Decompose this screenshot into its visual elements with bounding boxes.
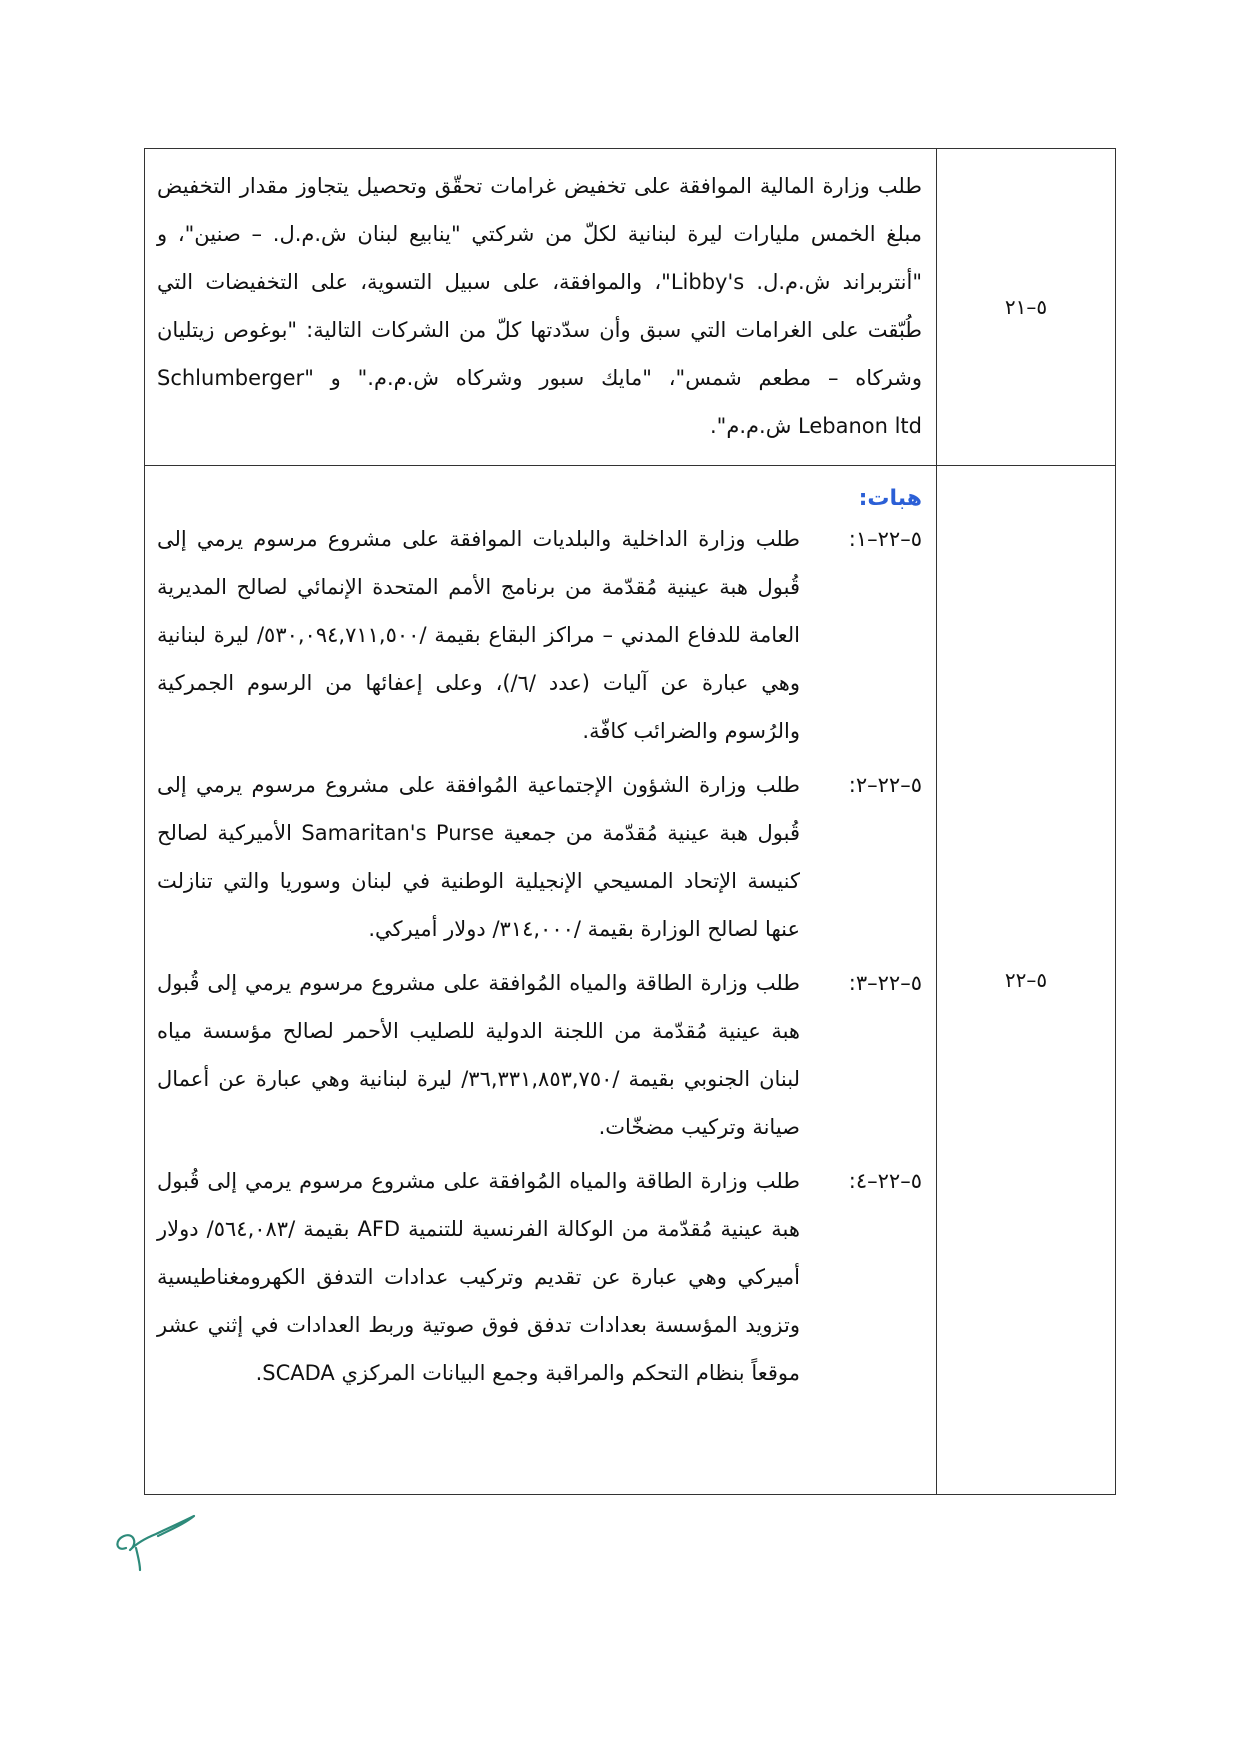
- item-number: ٥–٢٢: [1004, 968, 1048, 992]
- list-item: [157, 761, 922, 953]
- item-number: ٥–٢١: [1004, 295, 1048, 319]
- signature-mark: [112, 1510, 202, 1574]
- sub-item-number: ٥–٢٢–٣:: [848, 971, 922, 995]
- sub-item-text: طلب وزارة الداخلية والبلديات الموافقة على مشروع مرسوم يرمي إلى قُبول هبة عينية مُقدّمة من برنامج الأمم المتحدة الإنمائي لصالح المديرية العامة للدفاع المدني – مراكز البقاع بقيمة /٥٣٠,٠٩٤,٧١١,٥٠٠/ ليرة لبنانية وهي عبارة عن آليات (عدد /٦/)، وعلى إعفائها من الرسوم الجمركية والرُسوم والضرائب كافّة.: [157, 527, 800, 743]
- table-row: [145, 466, 1116, 1495]
- section-heading: هبات:: [858, 486, 922, 511]
- sub-item-text: طلب وزارة الطاقة والمياه المُوافقة على مشروع مرسوم يرمي إلى قُبول هبة عينية مُقدّمة من اللجنة الدولية للصليب الأحمر لصالح مؤسسة مياه لبنان الجنوبي بقيمة /٣٦,٣٣١,٨٥٣,٧٥٠/ ليرة لبنانية وهي عبارة عن أعمال صيانة وتركيب مضخّات.: [157, 971, 800, 1139]
- item-number-cell: [937, 466, 1116, 1495]
- list-item: [157, 959, 922, 1151]
- item-content-cell: [145, 466, 937, 1495]
- list-item: [157, 515, 922, 755]
- sub-item-number: ٥–٢٢–٢:: [848, 773, 922, 797]
- agenda-table: [144, 148, 1116, 1495]
- sub-item-text: طلب وزارة الشؤون الإجتماعية المُوافقة على مشروع مرسوم يرمي إلى قُبول هبة عينية مُقدّمة من جمعية Samaritan's Purse الأميركية لصالح كنيسة الإتحاد المسيحي الإنجيلية الوطنية في لبنان وسوريا والتي تنازلت عنها لصالح الوزارة بقيمة /٣١٤,٠٠٠/ دولار أميركي.: [157, 773, 800, 941]
- item-text: طلب وزارة المالية الموافقة على تخفيض غرامات تحقّق وتحصيل يتجاوز مقدار التخفيض مبلغ الخمس مليارات ليرة لبنانية لكلّ من شركتي "ينابيع لبنان ش.م.ل. – صنين"، و "أنتربراند ش.م.ل. Libby's"، والموافقة، على سبيل التسوية، على التخفيضات التي طُبّقت على الغرامات التي سبق وأن سدّدتها كلّ من الشركات التالية: "بوغوص زيتليان وشركاه – مطعم شمس"، "مايك سبور وشركاه ش.م.م." و "Schlumberger Lebanon ltd ش.م.م".: [157, 174, 922, 438]
- sub-item-text: طلب وزارة الطاقة والمياه المُوافقة على مشروع مرسوم يرمي إلى قُبول هبة عينية مُقدّمة من الوكالة الفرنسية للتنمية AFD بقيمة /٥٦٤,٠٨٣/ دولار أميركي وهي عبارة عن تقديم وتركيب عدادات التدفق الكهرومغناطيسية وتزويد المؤسسة بعدادات تدفق فوق صوتية وربط العدادات في إثني عشر موقعاً بنظام التحكم والمراقبة وجمع البيانات المركزي SCADA.: [157, 1169, 800, 1385]
- sub-item-number: ٥–٢٢–١:: [848, 527, 922, 551]
- list-item: [157, 1157, 922, 1397]
- item-content-cell: [145, 149, 937, 466]
- sub-item-number: ٥–٢٢–٤:: [848, 1169, 922, 1193]
- table-row: [145, 149, 1116, 466]
- item-number-cell: [937, 149, 1116, 466]
